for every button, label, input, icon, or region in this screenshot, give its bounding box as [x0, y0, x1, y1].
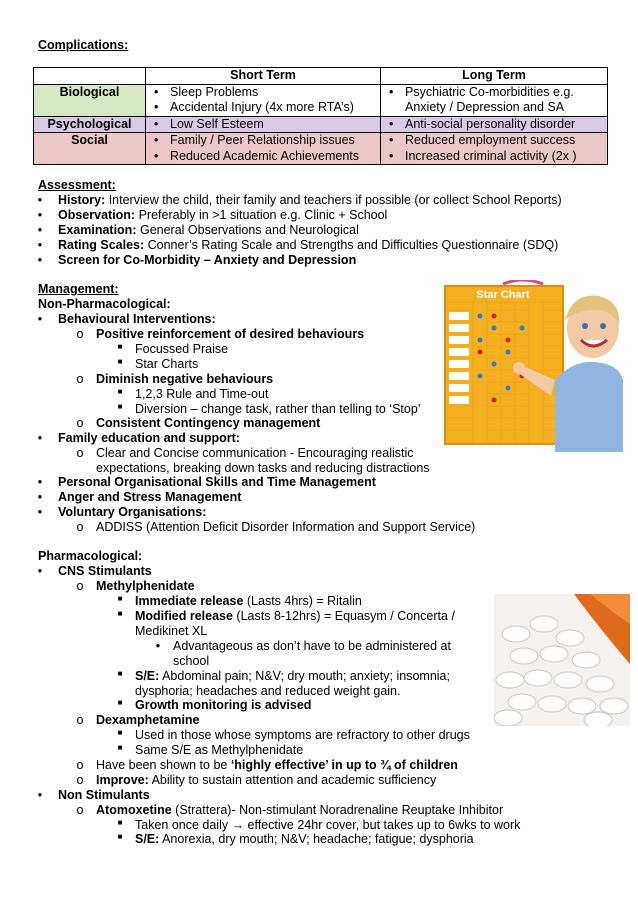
- star-chart-title: Star Chart: [476, 289, 530, 301]
- list-item: Anger and Stress Management: [58, 490, 242, 504]
- bullet: •: [37, 253, 43, 267]
- list-item-continued: dysphoria; headaches and reduced weight gain.: [135, 684, 401, 698]
- complications-heading: Complications:: [38, 38, 129, 52]
- list-item: Non Stimulants: [58, 788, 150, 802]
- complications-table: [33, 67, 608, 165]
- bullet: •: [37, 431, 43, 445]
- list-item: Dexamphetamine: [96, 713, 200, 727]
- bullet: ■: [117, 728, 123, 737]
- bullet: o: [76, 803, 84, 817]
- row-label-biological: Biological: [34, 84, 146, 116]
- table-header-empty: [34, 68, 146, 85]
- list-item: Behavioural Interventions:: [58, 312, 216, 326]
- list-item: 1,2,3 Rule and Time-out: [135, 387, 269, 401]
- list-item: Positive reinforcement of desired behaviours: [96, 327, 365, 341]
- list-item-continued: Medikinet XL: [135, 624, 208, 638]
- pharm-heading: Pharmacological:: [38, 549, 143, 563]
- bullet: •: [37, 788, 43, 802]
- bullet: •: [37, 475, 43, 489]
- bullet: o: [76, 520, 84, 534]
- star-chart-photo: [443, 280, 623, 452]
- list-item: Diminish negative behaviours: [96, 372, 274, 386]
- bullet: ■: [117, 743, 123, 752]
- bullet: •: [155, 639, 161, 653]
- bullet: o: [76, 372, 84, 386]
- row-label-social: Social: [34, 133, 146, 165]
- list-item: Have been shown to be ‘highly effective’ in up to ¾ of children: [96, 758, 458, 772]
- list-item: Methylphenidate: [96, 579, 195, 593]
- list-item: S/E: Abdominal pain; N&V; dry mouth; anxiety; insomnia;: [135, 669, 450, 683]
- table-row-biological: [34, 84, 608, 116]
- bullet: o: [76, 579, 84, 593]
- row-label-psychological: Psychological: [34, 116, 146, 133]
- table-header-long-term: Long Term: [381, 68, 608, 85]
- list-item: Consistent Contingency management: [96, 416, 321, 430]
- list-item: Taken once daily → effective 24hr cover, but takes up to 6wks to work: [135, 818, 521, 832]
- bullet: ■: [117, 832, 123, 841]
- list-item: Star Charts: [135, 357, 199, 371]
- bullet: •: [37, 208, 43, 222]
- list-item: Growth monitoring is advised: [135, 698, 312, 712]
- bullet: •: [37, 193, 43, 207]
- list-item: Modified release (Lasts 8-12hrs) = Equasym / Concerta /: [135, 609, 455, 623]
- list-item: ADDISS (Attention Deficit Disorder Information and Support Service): [96, 520, 476, 534]
- bullet: o: [76, 758, 84, 772]
- list-item: Atomoxetine (Strattera)- Non-stimulant Noradrenaline Reuptake Inhibitor: [96, 803, 504, 817]
- bullet: o: [76, 416, 84, 430]
- list-item: Observation: Preferably in >1 situation e.g. Clinic + School: [58, 208, 388, 222]
- bullet: •: [37, 564, 43, 578]
- bullet: •: [37, 505, 43, 519]
- list-item: Improve: Ability to sustain attention and academic sufficiency: [96, 773, 437, 787]
- cell-item: • Anti-social personality disorder: [387, 117, 601, 133]
- table-row-social: [34, 133, 608, 165]
- bullet: o: [76, 446, 84, 460]
- cell-item: • Increased criminal activity (2x ): [387, 149, 601, 165]
- list-item: Screen for Co-Morbidity – Anxiety and Depression: [58, 253, 357, 267]
- bullet: •: [37, 312, 43, 326]
- table-header-short-term: Short Term: [146, 68, 381, 85]
- table-row-psychological: [34, 116, 608, 133]
- bullet: ■: [117, 818, 123, 827]
- list-item: Examination: General Observations and Neurological: [58, 223, 359, 237]
- cell-item: • Family / Peer Relationship issues: [152, 133, 374, 149]
- bullet: •: [37, 223, 43, 237]
- bullet: ■: [117, 357, 123, 366]
- list-item: Used in those whose symptoms are refractory to other drugs: [135, 728, 470, 742]
- cell-item: • Reduced employment success: [387, 133, 601, 149]
- bullet: ■: [117, 609, 123, 618]
- bullet: o: [76, 713, 84, 727]
- list-item: Voluntary Organisations:: [58, 505, 207, 519]
- bullet: •: [37, 238, 43, 252]
- table-header-row: [34, 68, 608, 85]
- bullet: o: [76, 773, 84, 787]
- pills-photo: [494, 594, 630, 726]
- bullet: o: [76, 327, 84, 341]
- list-item-continued: school: [173, 654, 210, 668]
- cell-item: • Low Self Esteem: [152, 117, 374, 133]
- management-heading: Management:: [38, 282, 119, 296]
- list-item: Same S/E as Methylphenidate: [135, 743, 304, 757]
- list-item: Diversion – change task, rather than telling to ‘Stop’: [135, 402, 421, 416]
- list-item-continued: expectations, breaking down tasks and reducing distractions: [96, 461, 430, 475]
- nonpharm-heading: Non-Pharmacological:: [38, 297, 171, 311]
- list-item: Clear and Concise communication - Encouraging realistic: [96, 446, 414, 460]
- bullet: ■: [117, 342, 123, 351]
- bullet: ■: [117, 402, 123, 411]
- cell-item: • Sleep Problems: [152, 85, 374, 101]
- bullet: ■: [117, 594, 123, 603]
- cell-item: • Reduced Academic Achievements: [152, 149, 374, 165]
- bullet: ■: [117, 387, 123, 396]
- list-item: Family education and support:: [58, 431, 240, 445]
- list-item: History: Interview the child, their family and teachers if possible (or collect School Reports): [58, 193, 562, 207]
- cell-item: • Accidental Injury (4x more RTA’s): [152, 100, 374, 116]
- list-item: S/E: Anorexia, dry mouth; N&V; headache; fatigue; dysphoria: [135, 832, 474, 846]
- assessment-heading: Assessment:: [38, 178, 116, 192]
- list-item: Immediate release (Lasts 4hrs) = Ritalin: [135, 594, 362, 608]
- bullet: ■: [117, 669, 123, 678]
- list-item: Advantageous as don’t have to be administered at: [173, 639, 451, 653]
- list-item: CNS Stimulants: [58, 564, 152, 578]
- list-item: Personal Organisational Skills and Time Management: [58, 475, 376, 489]
- list-item: Focussed Praise: [135, 342, 229, 356]
- bullet: ■: [117, 698, 123, 707]
- child-shirt: [555, 362, 623, 452]
- cell-item: • Psychiatric Co-morbidities e.g. Anxiety / Depression and SA: [387, 85, 601, 116]
- bullet: •: [37, 490, 43, 504]
- list-item: Rating Scales: Conner’s Rating Scale and Strengths and Difficulties Questionnaire (SDQ): [58, 238, 559, 252]
